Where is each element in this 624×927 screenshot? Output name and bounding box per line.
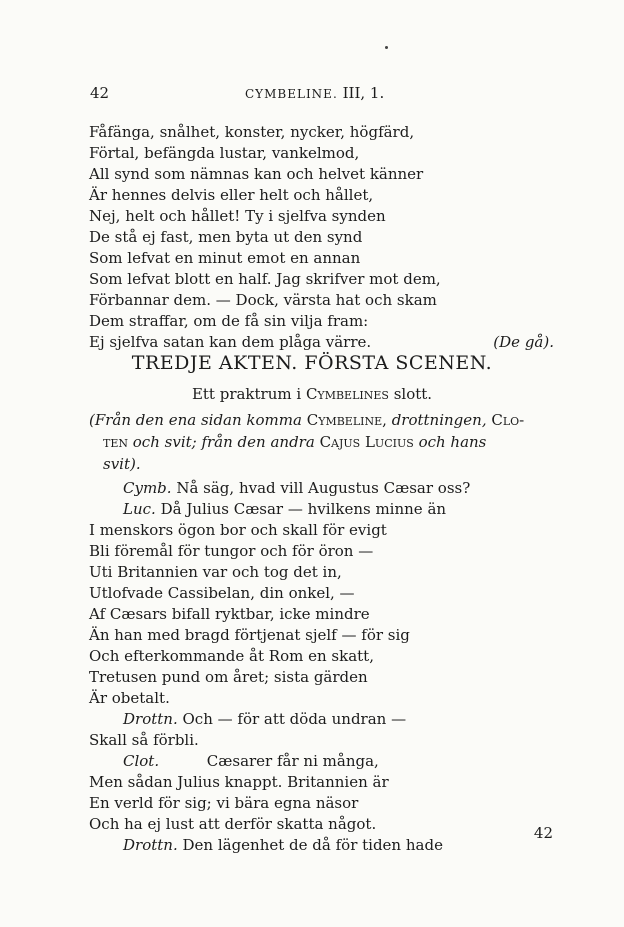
stage-direction-line [89, 431, 555, 453]
running-title [245, 84, 384, 102]
act-scene-heading: TREDJE AKTEN. FÖRSTA SCENEN. [131, 352, 493, 374]
sd-character: ten [103, 433, 128, 451]
dialogue-line: Än han med bragd förtjenat sjelf — för sig [89, 626, 410, 644]
dialogue-line: En verld för sig; vi bära egna näsor [89, 794, 359, 812]
dialogue-line [89, 499, 555, 520]
dialogue-line [89, 751, 555, 772]
dialogue-line: Och ha ej lust att derför skatta något. [89, 815, 377, 833]
dialogue-block [89, 478, 555, 856]
dialogue-line: Utlofvade Cassibelan, din onkel, — [89, 584, 355, 602]
speaker-name: Luc. [123, 500, 156, 518]
verse-line-text: Ej sjelfva satan kan dem plåga värre. [89, 333, 372, 351]
verse-line-last [89, 332, 554, 353]
dialogue-line: I menskors ögon bor och skall för evigt [89, 521, 387, 539]
dialogue-line: Bli föremål för tungor och för öron — [89, 542, 374, 560]
stage-direction-line [89, 409, 555, 431]
entrance-stage-direction [89, 409, 555, 475]
sd-text: drottningen, [391, 411, 487, 429]
verse-line: Som lefvat en minut emot en annan [89, 249, 361, 267]
scene-location-name: Cymbelines [305, 385, 389, 403]
dialogue-line: Är obetalt. [89, 689, 170, 707]
footer-page-number: 42 [533, 824, 553, 842]
speaker-name: Drottn. [123, 836, 178, 854]
speaker-name: Cymb. [123, 479, 172, 497]
verse-block [89, 122, 554, 353]
dialogue-text: Och — för att döda undran — [182, 710, 407, 728]
speaker-name: Drottn. [123, 710, 178, 728]
dialogue-text: Nå säg, hvad vill Augustus Cæsar oss? [176, 479, 471, 497]
verse-line: Fåfänga, snålhet, konster, nycker, högfärd, [89, 123, 415, 141]
dialogue-line: Men sådan Julius knappt. Britannien är [89, 773, 389, 791]
stage-direction-line: svit). [103, 455, 141, 473]
sd-text: och svit; från den andra [132, 433, 315, 451]
scene-location-prefix: Ett praktrum i [191, 385, 302, 403]
page-header [90, 84, 510, 104]
dialogue-line: Och efterkommande åt Rom en skatt, [89, 647, 374, 665]
verse-line: Förtal, befängda lustar, vankelmod, [89, 144, 360, 162]
dialogue-text: Den lägenhet de då för tiden hade [182, 836, 443, 854]
verse-line: All synd som nämnas kan och helvet känner [89, 165, 424, 183]
dialogue-line: Tretusen pund om året; sista gärden [89, 668, 368, 686]
speaker-name: Clot. [123, 752, 160, 770]
dialogue-line [89, 835, 555, 856]
scene-location [0, 385, 624, 403]
dialogue-line: Uti Britannien var och tog det in, [89, 563, 342, 581]
sd-text: och hans [418, 433, 487, 451]
scene-location-suffix: slott. [393, 385, 433, 403]
sd-character: Cymbeline, [306, 411, 387, 429]
dialogue-line: Af Cæsars bifall ryktbar, icke mindre [89, 605, 370, 623]
verse-line: Som lefvat blott en half. Jag skrifver mot dem, [89, 270, 441, 288]
sd-character: Cajus Lucius [319, 433, 414, 451]
running-act-scene: III, 1. [342, 84, 385, 102]
dialogue-line [89, 478, 555, 499]
verse-line: Dem straffar, om de få sin vilja fram: [89, 312, 369, 330]
sd-character: Clo- [491, 411, 525, 429]
running-title-text: CYMBELINE. [245, 87, 338, 101]
dialogue-text: Då Julius Cæsar — hvilkens minne än [160, 500, 447, 518]
sd-text: (Från den ena sidan komma [89, 411, 302, 429]
ink-speck [385, 46, 388, 49]
verse-line: Är hennes delvis eller helt och hållet, [89, 186, 374, 204]
verse-line: Förbannar dem. — Dock, värsta hat och skam [89, 291, 437, 309]
dialogue-line: Skall så förbli. [89, 731, 199, 749]
verse-line: De stå ej fast, men byta ut den synd [89, 228, 363, 246]
page-number: 42 [90, 84, 110, 102]
exit-stage-direction: (De gå). [493, 333, 554, 351]
dialogue-line [89, 709, 555, 730]
verse-line: Nej, helt och hållet! Ty i sjelfva synden [89, 207, 386, 225]
dialogue-text: Cæsarer får ni många, [206, 752, 379, 770]
